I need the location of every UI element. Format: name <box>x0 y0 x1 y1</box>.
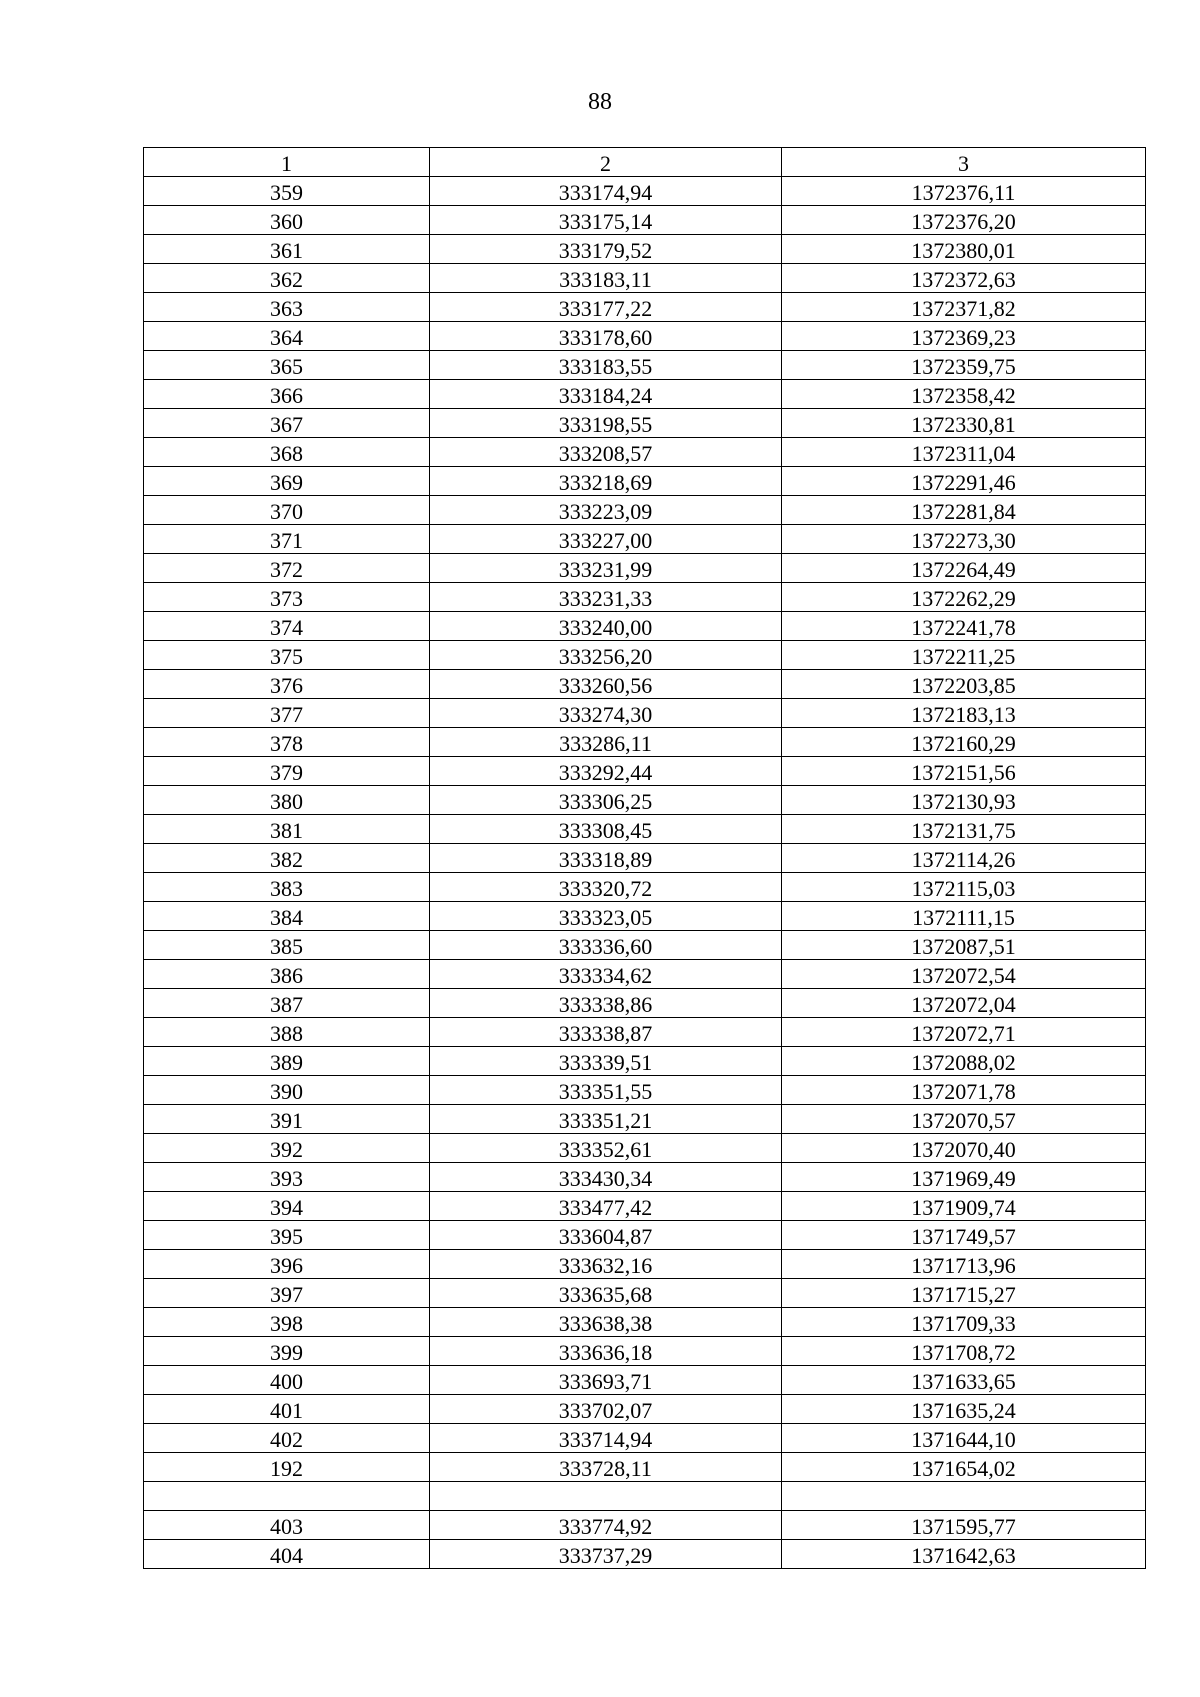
table-row <box>144 1511 1146 1540</box>
point-number-cell: 361 <box>144 235 430 264</box>
x-coordinate-cell: 333338,86 <box>430 989 782 1018</box>
table-row <box>144 554 1146 583</box>
point-number-cell: 381 <box>144 815 430 844</box>
x-coordinate-cell: 333477,42 <box>430 1192 782 1221</box>
point-number-cell: 401 <box>144 1395 430 1424</box>
point-number-cell: 395 <box>144 1221 430 1250</box>
y-coordinate-cell: 1372376,20 <box>782 206 1146 235</box>
table-row <box>144 1395 1146 1424</box>
y-coordinate-cell: 1372070,57 <box>782 1105 1146 1134</box>
table-row <box>144 815 1146 844</box>
y-coordinate-cell: 1371654,02 <box>782 1453 1146 1482</box>
x-coordinate-cell: 333218,69 <box>430 467 782 496</box>
x-coordinate-cell: 333183,11 <box>430 264 782 293</box>
y-coordinate-cell: 1372203,85 <box>782 670 1146 699</box>
point-number-cell: 393 <box>144 1163 430 1192</box>
point-number-cell: 371 <box>144 525 430 554</box>
point-number-cell: 382 <box>144 844 430 873</box>
table-row <box>144 1279 1146 1308</box>
y-coordinate-cell: 1371749,57 <box>782 1221 1146 1250</box>
x-coordinate-cell: 333223,09 <box>430 496 782 525</box>
table-row <box>144 1134 1146 1163</box>
table-row <box>144 757 1146 786</box>
table-row <box>144 989 1146 1018</box>
x-coordinate-cell: 333256,20 <box>430 641 782 670</box>
y-coordinate-cell: 1372211,25 <box>782 641 1146 670</box>
x-coordinate-cell: 333351,21 <box>430 1105 782 1134</box>
point-number-cell: 388 <box>144 1018 430 1047</box>
table-row <box>144 1453 1146 1482</box>
x-coordinate-cell: 333184,24 <box>430 380 782 409</box>
table-row <box>144 1076 1146 1105</box>
y-coordinate-cell: 1372376,11 <box>782 177 1146 206</box>
y-coordinate-cell: 1372071,78 <box>782 1076 1146 1105</box>
point-number-cell: 374 <box>144 612 430 641</box>
table-row <box>144 902 1146 931</box>
table-row <box>144 351 1146 380</box>
table-row <box>144 1424 1146 1453</box>
point-number-cell: 399 <box>144 1337 430 1366</box>
table-row <box>144 438 1146 467</box>
table-body <box>144 177 1146 1569</box>
point-number-cell: 367 <box>144 409 430 438</box>
x-coordinate-cell: 333306,25 <box>430 786 782 815</box>
table-row <box>144 409 1146 438</box>
y-coordinate-cell: 1372369,23 <box>782 322 1146 351</box>
y-coordinate-cell: 1372072,71 <box>782 1018 1146 1047</box>
table-row <box>144 206 1146 235</box>
y-coordinate-cell: 1372291,46 <box>782 467 1146 496</box>
x-coordinate-cell: 333334,62 <box>430 960 782 989</box>
table-row <box>144 960 1146 989</box>
table-row <box>144 873 1146 902</box>
point-number-cell: 192 <box>144 1453 430 1482</box>
x-coordinate-cell: 333308,45 <box>430 815 782 844</box>
table-row <box>144 177 1146 206</box>
point-number-cell: 386 <box>144 960 430 989</box>
y-coordinate-cell: 1372088,02 <box>782 1047 1146 1076</box>
coordinates-table <box>143 147 1146 1569</box>
x-coordinate-cell: 333286,11 <box>430 728 782 757</box>
y-coordinate-cell: 1372130,93 <box>782 786 1146 815</box>
point-number-cell: 404 <box>144 1540 430 1569</box>
y-coordinate-cell: 1372264,49 <box>782 554 1146 583</box>
y-coordinate-cell: 1372070,40 <box>782 1134 1146 1163</box>
point-number-cell: 365 <box>144 351 430 380</box>
table-row <box>144 612 1146 641</box>
column-header-3: 3 <box>782 148 1146 177</box>
table-row <box>144 1192 1146 1221</box>
point-number-cell: 397 <box>144 1279 430 1308</box>
column-header-2: 2 <box>430 148 782 177</box>
x-coordinate-cell: 333338,87 <box>430 1018 782 1047</box>
y-coordinate-cell: 1371969,49 <box>782 1163 1146 1192</box>
point-number-cell: 380 <box>144 786 430 815</box>
point-number-cell: 389 <box>144 1047 430 1076</box>
table-row <box>144 1482 1146 1511</box>
table-row <box>144 1337 1146 1366</box>
table-row <box>144 786 1146 815</box>
point-number-cell: 392 <box>144 1134 430 1163</box>
point-number-cell: 375 <box>144 641 430 670</box>
table-row <box>144 583 1146 612</box>
table-row <box>144 1250 1146 1279</box>
x-coordinate-cell: 333177,22 <box>430 293 782 322</box>
table-row <box>144 1105 1146 1134</box>
point-number-cell: 383 <box>144 873 430 902</box>
x-coordinate-cell: 333635,68 <box>430 1279 782 1308</box>
x-coordinate-cell: 333693,71 <box>430 1366 782 1395</box>
y-coordinate-cell: 1372262,29 <box>782 583 1146 612</box>
x-coordinate-cell: 333175,14 <box>430 206 782 235</box>
x-coordinate-cell: 333352,61 <box>430 1134 782 1163</box>
x-coordinate-cell: 333240,00 <box>430 612 782 641</box>
y-coordinate-cell: 1372072,04 <box>782 989 1146 1018</box>
x-coordinate-cell: 333318,89 <box>430 844 782 873</box>
x-coordinate-cell: 333351,55 <box>430 1076 782 1105</box>
y-coordinate-cell: 1372372,63 <box>782 264 1146 293</box>
point-number-cell: 370 <box>144 496 430 525</box>
y-coordinate-cell: 1372358,42 <box>782 380 1146 409</box>
table-row <box>144 235 1146 264</box>
x-coordinate-cell: 333728,11 <box>430 1453 782 1482</box>
table-row <box>144 641 1146 670</box>
x-coordinate-cell: 333636,18 <box>430 1337 782 1366</box>
point-number-cell: 385 <box>144 931 430 960</box>
y-coordinate-cell: 1372115,03 <box>782 873 1146 902</box>
y-coordinate-cell: 1372311,04 <box>782 438 1146 467</box>
y-coordinate-cell: 1372114,26 <box>782 844 1146 873</box>
x-coordinate-cell: 333208,57 <box>430 438 782 467</box>
x-coordinate-cell <box>430 1482 782 1511</box>
y-coordinate-cell: 1371708,72 <box>782 1337 1146 1366</box>
table-row <box>144 670 1146 699</box>
point-number-cell: 394 <box>144 1192 430 1221</box>
x-coordinate-cell: 333774,92 <box>430 1511 782 1540</box>
x-coordinate-cell: 333604,87 <box>430 1221 782 1250</box>
y-coordinate-cell: 1372183,13 <box>782 699 1146 728</box>
point-number-cell: 400 <box>144 1366 430 1395</box>
point-number-cell: 379 <box>144 757 430 786</box>
table-row <box>144 1308 1146 1337</box>
x-coordinate-cell: 333702,07 <box>430 1395 782 1424</box>
y-coordinate-cell: 1372111,15 <box>782 902 1146 931</box>
x-coordinate-cell: 333178,60 <box>430 322 782 351</box>
table-row <box>144 322 1146 351</box>
x-coordinate-cell: 333260,56 <box>430 670 782 699</box>
y-coordinate-cell: 1372151,56 <box>782 757 1146 786</box>
y-coordinate-cell: 1372281,84 <box>782 496 1146 525</box>
y-coordinate-cell: 1372380,01 <box>782 235 1146 264</box>
table-row <box>144 467 1146 496</box>
point-number-cell <box>144 1482 430 1511</box>
y-coordinate-cell: 1372241,78 <box>782 612 1146 641</box>
x-coordinate-cell: 333737,29 <box>430 1540 782 1569</box>
x-coordinate-cell: 333198,55 <box>430 409 782 438</box>
table-row <box>144 1163 1146 1192</box>
y-coordinate-cell: 1371715,27 <box>782 1279 1146 1308</box>
table-row <box>144 1221 1146 1250</box>
y-coordinate-cell: 1371642,63 <box>782 1540 1146 1569</box>
point-number-cell: 402 <box>144 1424 430 1453</box>
point-number-cell: 378 <box>144 728 430 757</box>
point-number-cell: 403 <box>144 1511 430 1540</box>
y-coordinate-cell: 1371644,10 <box>782 1424 1146 1453</box>
x-coordinate-cell: 333638,38 <box>430 1308 782 1337</box>
y-coordinate-cell: 1372160,29 <box>782 728 1146 757</box>
column-header-1: 1 <box>144 148 430 177</box>
x-coordinate-cell: 333174,94 <box>430 177 782 206</box>
y-coordinate-cell: 1372330,81 <box>782 409 1146 438</box>
y-coordinate-cell: 1371709,33 <box>782 1308 1146 1337</box>
table-row <box>144 525 1146 554</box>
table-row <box>144 844 1146 873</box>
table-row <box>144 293 1146 322</box>
table-row <box>144 728 1146 757</box>
point-number-cell: 360 <box>144 206 430 235</box>
point-number-cell: 372 <box>144 554 430 583</box>
y-coordinate-cell: 1372087,51 <box>782 931 1146 960</box>
y-coordinate-cell: 1371909,74 <box>782 1192 1146 1221</box>
point-number-cell: 363 <box>144 293 430 322</box>
point-number-cell: 359 <box>144 177 430 206</box>
point-number-cell: 362 <box>144 264 430 293</box>
y-coordinate-cell: 1371635,24 <box>782 1395 1146 1424</box>
point-number-cell: 384 <box>144 902 430 931</box>
point-number-cell: 364 <box>144 322 430 351</box>
x-coordinate-cell: 333231,99 <box>430 554 782 583</box>
table-row <box>144 931 1146 960</box>
x-coordinate-cell: 333292,44 <box>430 757 782 786</box>
point-number-cell: 396 <box>144 1250 430 1279</box>
point-number-cell: 368 <box>144 438 430 467</box>
y-coordinate-cell <box>782 1482 1146 1511</box>
x-coordinate-cell: 333323,05 <box>430 902 782 931</box>
table-row <box>144 380 1146 409</box>
point-number-cell: 369 <box>144 467 430 496</box>
table-header-row <box>144 148 1146 177</box>
x-coordinate-cell: 333714,94 <box>430 1424 782 1453</box>
x-coordinate-cell: 333179,52 <box>430 235 782 264</box>
y-coordinate-cell: 1372359,75 <box>782 351 1146 380</box>
x-coordinate-cell: 333336,60 <box>430 931 782 960</box>
point-number-cell: 390 <box>144 1076 430 1105</box>
point-number-cell: 377 <box>144 699 430 728</box>
y-coordinate-cell: 1372371,82 <box>782 293 1146 322</box>
x-coordinate-cell: 333320,72 <box>430 873 782 902</box>
point-number-cell: 391 <box>144 1105 430 1134</box>
x-coordinate-cell: 333339,51 <box>430 1047 782 1076</box>
table-row <box>144 1018 1146 1047</box>
table-row <box>144 1540 1146 1569</box>
x-coordinate-cell: 333274,30 <box>430 699 782 728</box>
x-coordinate-cell: 333183,55 <box>430 351 782 380</box>
point-number-cell: 373 <box>144 583 430 612</box>
x-coordinate-cell: 333632,16 <box>430 1250 782 1279</box>
table-row <box>144 264 1146 293</box>
y-coordinate-cell: 1372131,75 <box>782 815 1146 844</box>
point-number-cell: 376 <box>144 670 430 699</box>
y-coordinate-cell: 1372072,54 <box>782 960 1146 989</box>
point-number-cell: 366 <box>144 380 430 409</box>
y-coordinate-cell: 1371713,96 <box>782 1250 1146 1279</box>
table-row <box>144 699 1146 728</box>
x-coordinate-cell: 333231,33 <box>430 583 782 612</box>
y-coordinate-cell: 1371595,77 <box>782 1511 1146 1540</box>
point-number-cell: 398 <box>144 1308 430 1337</box>
x-coordinate-cell: 333430,34 <box>430 1163 782 1192</box>
table-row <box>144 1366 1146 1395</box>
page-number: 88 <box>588 89 612 115</box>
table-row <box>144 1047 1146 1076</box>
table-row <box>144 496 1146 525</box>
point-number-cell: 387 <box>144 989 430 1018</box>
y-coordinate-cell: 1372273,30 <box>782 525 1146 554</box>
y-coordinate-cell: 1371633,65 <box>782 1366 1146 1395</box>
x-coordinate-cell: 333227,00 <box>430 525 782 554</box>
